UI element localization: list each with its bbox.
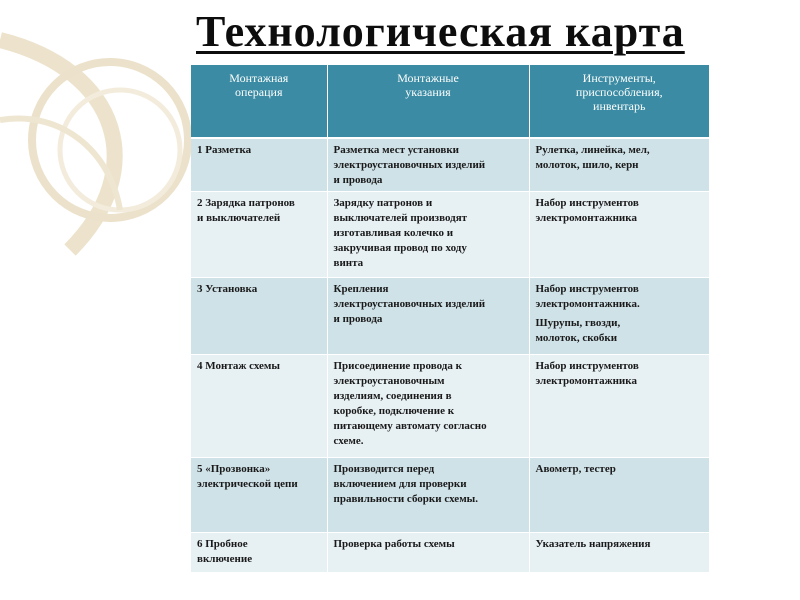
slide-title: Технологическая карта [196,7,685,56]
cell-text-line: винта [333,257,364,269]
table-row [191,192,709,278]
operation-cell [191,533,327,573]
cell-text-line: Указатель напряжения [535,538,651,550]
cell-text-line: электроустановочных изделий [333,159,486,171]
cell-text-line: Производится перед [333,463,435,475]
cell-text-line: и провода [333,313,383,325]
tools-extra-lines [536,316,704,346]
cell-text-line: Набор инструментов [535,360,639,372]
cell-text-line: молоток, шило, керн [535,159,639,171]
cell-text-line: Зарядку патронов и [333,197,433,209]
cell-text-line: электрической цепи [197,478,298,490]
cell-text-line: электроустановочных изделий [333,298,486,310]
header-tools [529,65,709,138]
cell-text-line: электромонтажника [535,212,637,224]
operation-cell [191,355,327,458]
cell-text-line: Рулетка, линейка, мел, [535,144,650,156]
table-row [191,278,709,355]
tools-cell [529,278,709,355]
tools-cell [529,355,709,458]
cell-text-line: 4 Монтаж схемы [197,360,281,372]
cell-text-line: 3 Установка [197,283,258,295]
cell-text-line: и провода [333,174,383,186]
tools-cell [529,138,709,192]
cell-text-line: операция [235,85,283,99]
instructions-cell [327,458,529,533]
cell-text-line: Инструменты, [582,71,656,85]
cell-text-line: коробке, подключение к [333,405,455,417]
cell-text-line: инвентарь [593,99,646,113]
cell-text-line: включением для проверки [333,478,467,490]
cell-text-line: Проверка работы схемы [333,538,455,550]
header-operation [191,65,327,138]
cell-text-line: Шурупы, гвозди, [535,317,621,329]
tech-card-table [191,65,709,573]
header-instructions [327,65,529,138]
operation-cell [191,192,327,278]
operation-cell [191,138,327,192]
instructions-cell [327,355,529,458]
instructions-cell [327,138,529,192]
table-row [191,355,709,458]
instructions-cell [327,533,529,573]
cell-text-line: Крепления [333,283,389,295]
cell-text-line: 6 Пробное [197,538,248,550]
tools-cell [529,533,709,573]
cell-text-line: приспособления, [575,85,663,99]
table-row [191,138,709,192]
instructions-cell [327,192,529,278]
cell-text-line: включение [197,553,253,565]
cell-text-line: указания [405,85,451,99]
instructions-cell [327,278,529,355]
cell-text-line: Авометр, тестер [535,463,616,475]
cell-text-line: и выключателей [197,212,281,224]
table-row [191,458,709,533]
table-row [191,533,709,573]
tools-lines [536,282,704,312]
cell-text-line: Монтажная [229,71,289,85]
cell-text-line: Разметка мест установки [333,144,459,156]
cell-text-line: Набор инструментов [535,283,639,295]
cell-text-line: закручивая провод по ходу [333,242,467,254]
cell-text-line: выключателей производят [333,212,468,224]
tools-cell [529,458,709,533]
cell-text-line: правильности сборки схемы. [333,493,479,505]
cell-text-line: 2 Зарядка патронов [197,197,295,209]
cell-text-line: молоток, скобки [535,332,618,344]
tools-cell [529,192,709,278]
cell-text-line: Монтажные [397,71,459,85]
operation-cell [191,278,327,355]
cell-text-line: электромонтажника [535,375,637,387]
cell-text-line: 5 «Прозвонка» [197,463,271,475]
cell-text-line: электромонтажника. [535,298,640,310]
cell-text-line: электроустановочным [333,375,445,387]
cell-text-line: Присоединение провода к [333,360,462,372]
operation-cell [191,458,327,533]
cell-text-line: 1 Разметка [197,144,252,156]
cell-text-line: схеме. [333,435,364,447]
table-header-row [191,65,709,138]
cell-text-line: изготавливая колечко и [333,227,454,239]
cell-text-line: изделиям, соединения в [333,390,452,402]
cell-text-line: Набор инструментов [535,197,639,209]
cell-text-line: питающему автомату согласно [333,420,487,432]
